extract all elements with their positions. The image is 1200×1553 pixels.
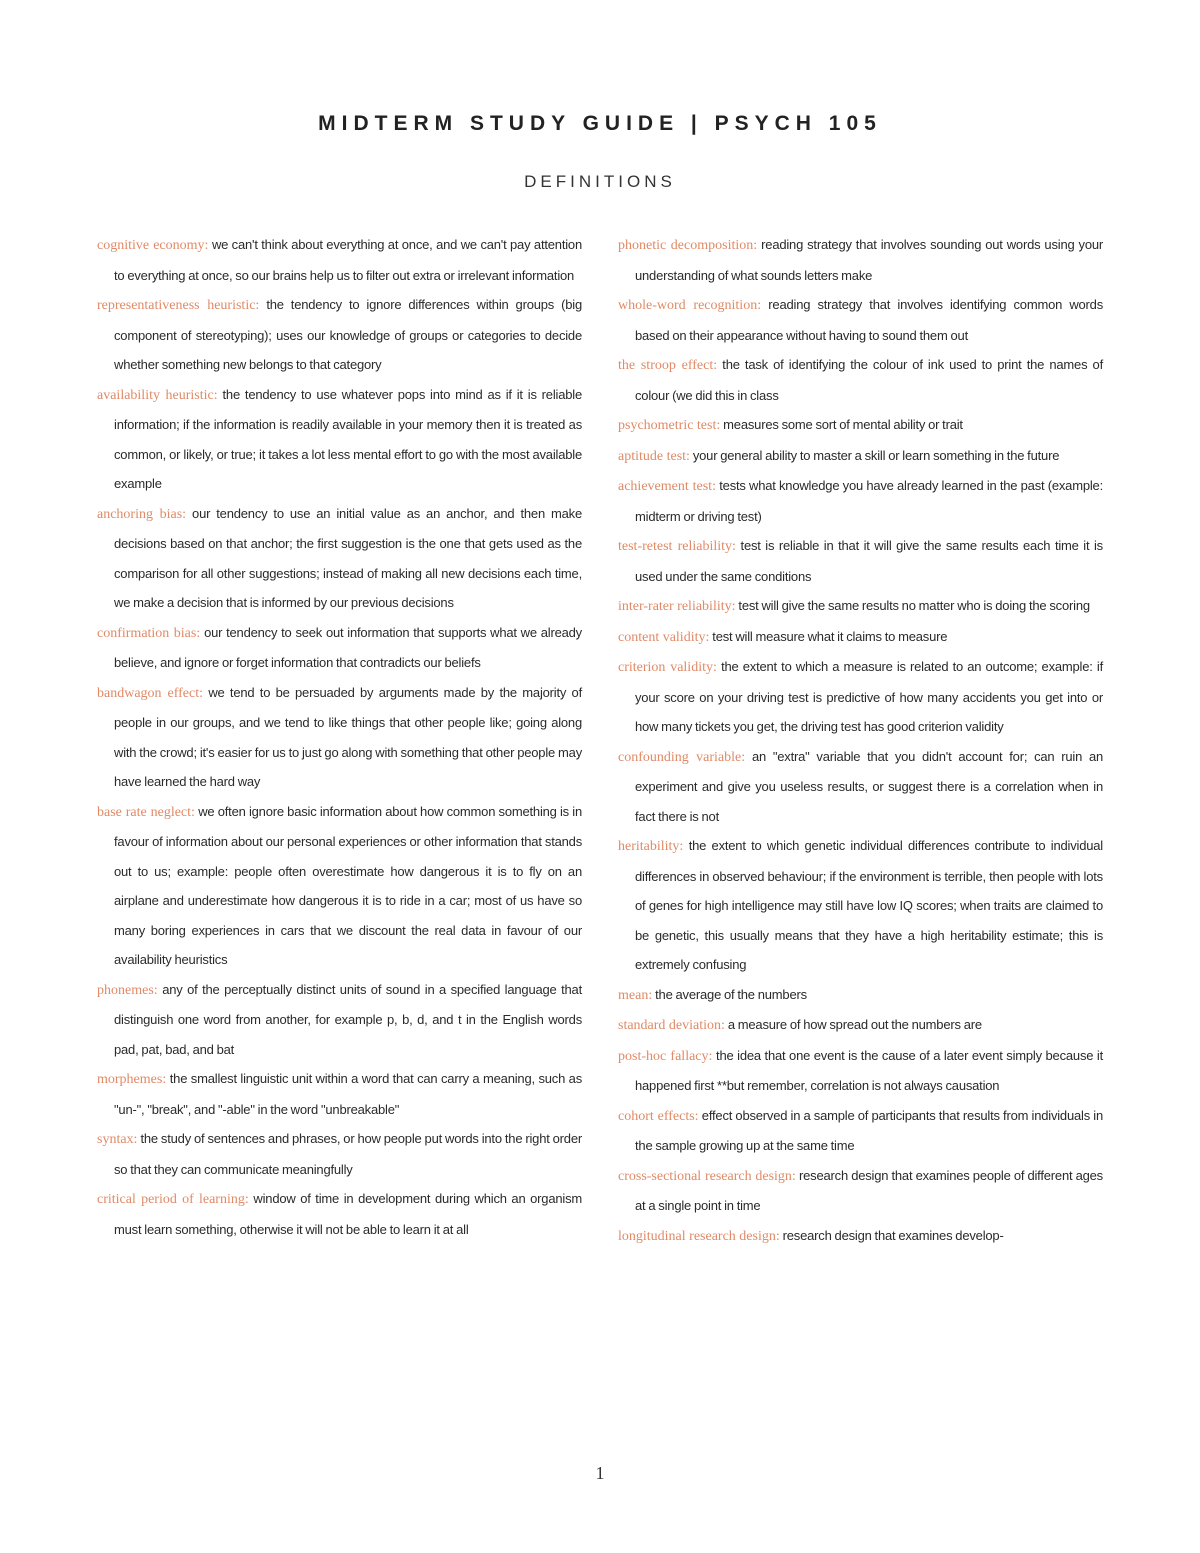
definition-term: cognitive economy:	[97, 238, 209, 253]
definition-entry	[618, 531, 1103, 591]
definition-term: standard deviation:	[618, 1018, 725, 1033]
definition-entry	[97, 499, 582, 618]
definition-text: the extent to which a measure is related to an outcome; example: if your score on your driving test is predictive of how many accidents you get into or how many tickets you get, the driving test has good criterion validity	[635, 659, 1103, 734]
definition-entry	[618, 290, 1103, 350]
page-number: 1	[595, 1463, 605, 1483]
definition-term: post-hoc fallacy:	[618, 1048, 713, 1064]
definition-text: test will measure what it claims to measure	[709, 628, 948, 644]
definition-text: a measure of how spread out the numbers are	[724, 1017, 982, 1032]
definition-entry	[618, 652, 1103, 742]
definition-term: inter-rater reliability:	[618, 599, 736, 614]
definition-term: phonetic decomposition:	[618, 238, 758, 253]
definition-entry	[618, 230, 1103, 290]
definition-entry	[618, 1010, 1103, 1041]
definition-entry	[97, 380, 582, 499]
definition-term: criterion validity:	[618, 660, 717, 675]
definition-text: we tend to be persuaded by arguments made by the majority of people in our groups, and we tend to like things that other people like; going along with the crowd; it's easier for us to just go along with something that other people may have learned the hard way	[114, 684, 583, 789]
definition-term: phonemes:	[97, 982, 158, 998]
definition-entry	[97, 1064, 582, 1124]
definition-term: psychometric test:	[618, 418, 721, 433]
definition-text: test will give the same results no matter who is doing the scoring	[735, 598, 1090, 613]
definition-text: the study of sentences and phrases, or how people put words into the right order so that they can communicate meaningfully	[114, 1131, 582, 1177]
definition-entry	[97, 230, 582, 290]
definition-text: research design that examines develop-	[779, 1227, 1004, 1243]
definition-entry	[618, 591, 1103, 622]
definition-term: aptitude test:	[618, 448, 690, 464]
definition-term: base rate neglect:	[97, 804, 195, 820]
definition-entry	[97, 1124, 582, 1184]
definition-term: achievement test:	[618, 479, 716, 494]
left-column	[97, 230, 582, 1244]
definition-term: critical period of learning:	[97, 1192, 249, 1207]
definition-text: research design that examines people of different ages at a single point in time	[635, 1167, 1103, 1213]
definition-term: anchoring bias:	[97, 506, 187, 522]
definition-term: confirmation bias:	[97, 625, 201, 641]
definition-text: our tendency to seek out information that supports what we already believe, and ignore or forget information that contradicts our beliefs	[114, 624, 582, 670]
definition-term: confounding variable:	[618, 749, 746, 765]
definition-entry	[618, 350, 1103, 410]
definition-term: heritability:	[618, 839, 684, 854]
definition-entry	[618, 622, 1103, 653]
definition-text: tests what knowledge you have already learned in the past (example: midterm or driving test)	[635, 478, 1103, 524]
definition-text: the idea that one event is the cause of a later event simply because it happened first **but remember, correlation is not always causation	[635, 1047, 1104, 1093]
definition-term: bandwagon effect:	[97, 685, 203, 701]
definition-term: availability heuristic:	[97, 387, 218, 403]
definition-entry	[618, 831, 1103, 980]
definition-text: test is reliable in that it will give the same results each time it is used under the same conditions	[635, 538, 1103, 584]
definition-term: cross-sectional research design:	[618, 1168, 796, 1184]
definition-text: the smallest linguistic unit within a word that can carry a meaning, such as "un-", "break", and "-able" in the word "unbreakable"	[114, 1071, 582, 1117]
definition-term: longitudinal research design:	[618, 1228, 780, 1244]
definition-entry	[618, 471, 1103, 531]
definition-text: your general ability to master a skill or learn something in the future	[689, 447, 1060, 463]
definition-text: the task of identifying the colour of ink used to print the names of colour (we did this in class	[635, 357, 1103, 403]
definition-entry	[97, 618, 582, 678]
definition-entry	[97, 678, 582, 797]
definition-text: we often ignore basic information about how common something is in favour of information about our personal experiences or other information that stands out to us; example: people often overestimate how dangerous it is to fly on an airplane and underestimate how dangerous it is to ride in a car; most of us have so many boring experiences in cars that we discount the real data in favour of our availability heuristics	[114, 803, 582, 967]
definition-text: reading strategy that involves identifying common words based on their appearance without having to sound them out	[635, 297, 1104, 343]
definition-entry	[618, 1161, 1103, 1221]
definition-text: the tendency to ignore differences within groups (big component of stereotyping); uses our knowledge of groups or categories to decide whether something new belongs to that category	[114, 297, 582, 372]
definition-entry	[618, 410, 1103, 441]
right-column	[618, 230, 1103, 1251]
definition-entry	[97, 975, 582, 1065]
definition-term: morphemes:	[97, 1072, 167, 1087]
definition-text: the tendency to use whatever pops into mind as if it is reliable information; if the information is readily available in your memory then it is treated as common, or likely, or true; it takes a lot less mental effort to go with the most available example	[114, 386, 582, 491]
definition-entry	[618, 980, 1103, 1011]
definition-entry	[97, 290, 582, 380]
definition-term: test-retest reliability:	[618, 539, 736, 554]
definition-entry	[618, 1221, 1103, 1252]
definition-text: our tendency to use an initial value as an anchor, and then make decisions based on that anchor; the first suggestion is the one that gets used as the comparison for all other suggestions; instead of making all new decisions each time, we make a decision that is informed by our previous decisions	[114, 505, 582, 610]
definition-entry	[97, 797, 582, 975]
definition-entry	[618, 441, 1103, 472]
definition-text: we can't think about everything at once, and we can't pay attention to everything at once, so our brains help us to filter out extra or irrelevant information	[114, 237, 582, 283]
definition-term: mean:	[618, 987, 653, 1003]
definition-text: an "extra" variable that you didn't account for; can ruin an experiment and give you useless results, or suggest there is a correlation when in fact there is not	[635, 748, 1103, 824]
definition-term: the stroop effect:	[618, 358, 718, 373]
definition-text: effect observed in a sample of participants that results from individuals in the sample growing up at the same time	[635, 1107, 1103, 1153]
definition-text: the average of the numbers	[652, 986, 807, 1002]
definition-entry	[97, 1184, 582, 1244]
definition-term: whole-word recognition:	[618, 298, 762, 313]
page-title: MIDTERM STUDY GUIDE | PSYCH 105	[318, 112, 882, 135]
definition-text: the extent to which genetic individual differences contribute to individual differences in observed behaviour; if the environment is terrible, then people with lots of genes for high intelligence may still have low IQ scores; when traits are claimed to be genetic, this usually means that they have a high heritability estimate; this is extremely confusing	[635, 838, 1103, 972]
definition-term: representativeness heuristic:	[97, 298, 260, 313]
definition-term: cohort effects:	[618, 1108, 699, 1124]
definition-entry	[618, 1101, 1103, 1161]
definition-entry	[618, 742, 1103, 832]
section-title: DEFINITIONS	[524, 172, 676, 191]
definition-text: window of time in development during which an organism must learn something, otherwise it will not be able to learn it at all	[114, 1191, 582, 1237]
definition-text: any of the perceptually distinct units of sound in a specified language that distinguish one word from another, for example p, b, d, and t in the English words pad, pat, bad, and bat	[114, 981, 582, 1057]
definition-entry	[618, 1041, 1103, 1101]
definition-term: syntax:	[97, 1132, 138, 1147]
definition-text: reading strategy that involves sounding out words using your understanding of what sounds letters make	[635, 237, 1104, 283]
definition-term: content validity:	[618, 629, 710, 645]
definition-text: measures some sort of mental ability or trait	[720, 417, 963, 432]
